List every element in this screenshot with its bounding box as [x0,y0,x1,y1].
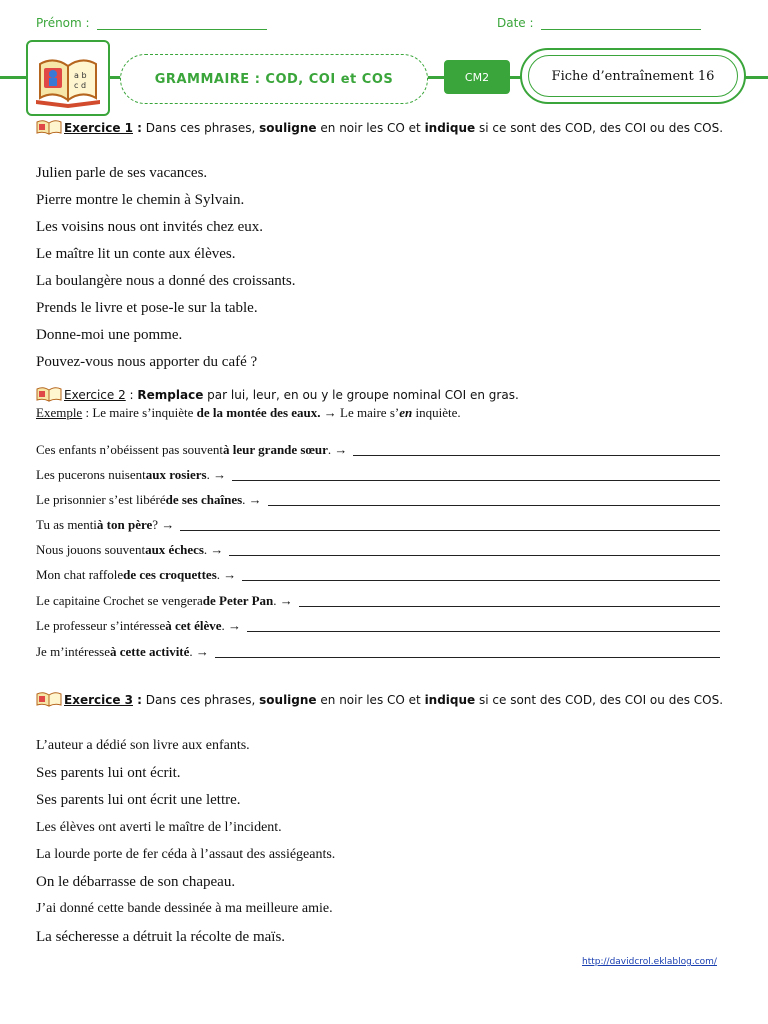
exercise1-sentence: Julien parle de ses vacances. [36,165,208,181]
fiche-badge [520,48,746,104]
answer-line[interactable] [229,543,720,556]
svg-text:a b: a b [74,71,87,80]
footer-link[interactable]: http://davidcrol.eklablog.com/ [582,957,717,967]
exercise1-label: Exercice 1 [64,121,133,135]
exercise3-label: Exercice 3 [64,693,133,707]
exercise1-sentence: Le maître lit un conte aux élèves. [36,246,236,262]
date-field[interactable] [497,16,701,30]
prenom-field[interactable] [36,16,267,30]
exercise1-sentence: La boulangère nous a donné des croissants. [36,273,296,289]
exercise1-sentence: Donne-moi une pomme. [36,327,183,343]
book-icon [36,386,62,402]
svg-text:c d: c d [74,81,87,90]
answer-line[interactable] [247,619,720,632]
exercise2-instructions: Exercice 2 : Remplace par lui, leur, en ou y le groupe nominal COI en gras. [36,386,736,404]
exercise3-sentence: Ses parents lui ont écrit une lettre. [36,792,241,808]
exercise2-row: Nous jouons souvent aux échecs . → [36,542,720,558]
exercise3-sentence: J’ai donné cette bande dessinée à ma meilleure amie. [36,901,333,916]
answer-line[interactable] [242,568,720,581]
book-icon [36,691,62,707]
answer-line[interactable] [353,443,720,456]
exercise2-row: Les pucerons nuisent aux rosiers . → [36,467,720,483]
date-label: Date : [497,16,534,30]
exercise3-sentence: Ses parents lui ont écrit. [36,765,181,781]
exercise2-row: Tu as menti à ton père ? → [36,517,720,533]
exercise1-sentence: Pouvez-vous nous apporter du café ? [36,354,258,370]
exercise3-sentence: Les élèves ont averti le maître de l’incident. [36,820,282,835]
exercise3-sentence: La sécheresse a détruit la récolte de maïs. [36,929,286,945]
book-icon [36,119,62,135]
fiche-label: Fiche d’entraînement 16 [528,55,738,97]
exercise2-row: Le capitaine Crochet se vengera de Peter Pan . → [36,593,720,609]
exercise3-instructions: Exercice 3 : Dans ces phrases, souligne en noir les CO et indique si ce sont des COD, des COI ou des COS. [36,691,736,709]
exercise2-row: Mon chat raffole de ces croquettes . → [36,567,720,583]
exercise1-sentence: Prends le livre et pose-le sur la table. [36,300,258,316]
prenom-label: Prénom : [36,16,90,30]
exercise2-example: Exemple : Le maire s’inquiète de la montée des eaux. → Le maire s’en inquiète. [36,405,461,420]
date-line [541,17,701,30]
exercise2-row: Je m’intéresse à cette activité . → [36,644,720,660]
exercise2-row: Ces enfants n’obéissent pas souvent à leur grande sœur . → [36,442,720,458]
exercise1-sentence: Pierre montre le chemin à Sylvain. [36,192,245,208]
exercise3-sentence: La lourde porte de fer céda à l’assaut des assiégeants. [36,847,336,862]
exercise2-label: Exercice 2 [64,388,126,402]
answer-line[interactable] [232,468,720,481]
exercise3-sentence: L’auteur a dédié son livre aux enfants. [36,738,250,753]
worksheet-title: GRAMMAIRE : COD, COI et COS [120,54,428,104]
prenom-line [97,17,267,30]
exercise2-row: Le prisonnier s’est libéré de ses chaînes . → [36,492,720,508]
exercise2-row: Le professeur s’intéresse à cet élève . → [36,618,720,634]
answer-line[interactable] [180,518,720,531]
exercise3-sentence: On le débarrasse de son chapeau. [36,874,236,890]
answer-line[interactable] [268,493,720,506]
answer-line[interactable] [215,645,720,658]
book-logo-icon [30,44,106,112]
answer-line[interactable] [299,594,720,607]
exercise1-sentence: Les voisins nous ont invités chez eux. [36,219,264,235]
level-badge: CM2 [444,60,510,94]
exercise1-instructions: Exercice 1 : Dans ces phrases, souligne en noir les CO et indique si ce sont des COD, des COI ou des COS. [36,119,736,137]
logo-box [26,40,110,116]
